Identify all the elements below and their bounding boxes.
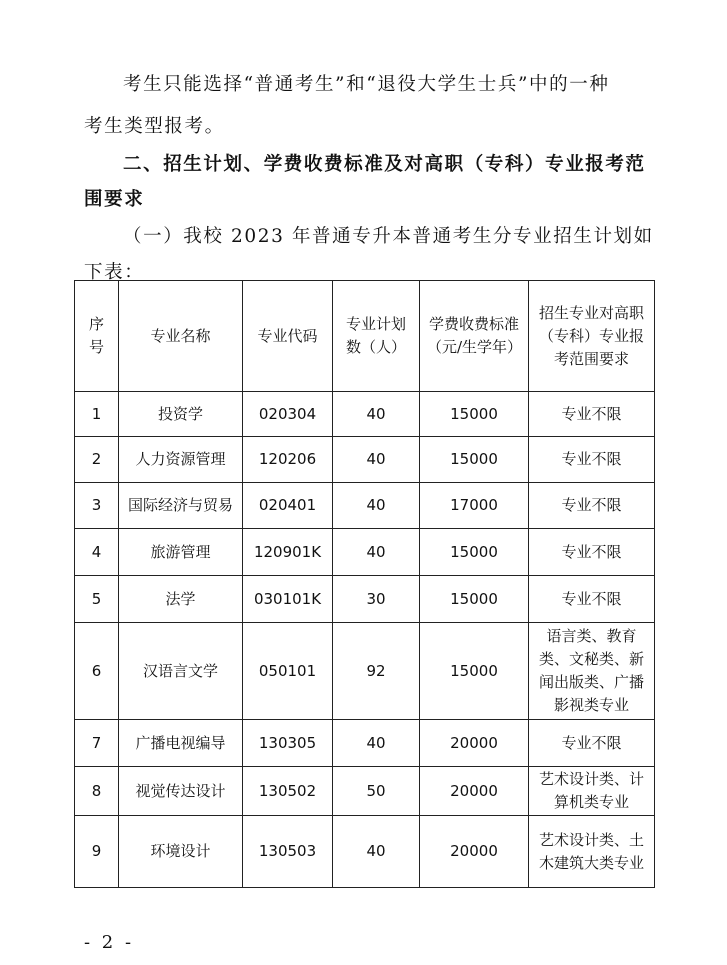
cell-requirement: 艺术设计类、土木建筑大类专业 [529,816,655,888]
cell-major-name: 汉语言文学 [119,623,243,720]
section-heading: 二、招生计划、学费收费标准及对高职（专科）专业报考范 [123,154,646,175]
table-row [75,720,655,767]
cell-major-name: 法学 [119,576,243,623]
cell-tuition: 15000 [420,529,529,576]
cell-requirement: 专业不限 [529,392,655,437]
cell-plan-count: 92 [333,623,420,720]
cell-major-code: 130305 [243,720,333,767]
cell-requirement: 专业不限 [529,720,655,767]
table-row [75,392,655,437]
cell-plan-count: 40 [333,816,420,888]
cell-major-name: 投资学 [119,392,243,437]
cell-major-code: 120206 [243,437,333,483]
cell-tuition: 15000 [420,392,529,437]
cell-tuition: 20000 [420,720,529,767]
header-major-name: 专业名称 [119,281,243,392]
cell-seq: 6 [75,623,119,720]
cell-major-code: 030101K [243,576,333,623]
cell-plan-count: 40 [333,392,420,437]
cell-tuition: 20000 [420,767,529,816]
page-number: - 2 - [84,932,135,953]
paragraph-line: 考生只能选择“普通考生”和“退役大学生士兵”中的一种 [123,74,610,95]
cell-requirement: 艺术设计类、计算机类专业 [529,767,655,816]
cell-tuition: 15000 [420,437,529,483]
cell-seq: 7 [75,720,119,767]
cell-major-code: 050101 [243,623,333,720]
header-seq: 序号 [75,281,119,392]
cell-major-code: 120901K [243,529,333,576]
cell-major-code: 020401 [243,483,333,529]
cell-major-name: 国际经济与贸易 [119,483,243,529]
header-plan-count: 专业计划数（人） [333,281,420,392]
section-heading: 围要求 [84,189,145,210]
table-row [75,529,655,576]
table-row [75,623,655,720]
cell-seq: 2 [75,437,119,483]
cell-plan-count: 40 [333,483,420,529]
cell-major-code: 020304 [243,392,333,437]
header-tuition: 学费收费标准（元/生学年） [420,281,529,392]
paragraph-line: 下表： [84,262,145,283]
cell-requirement: 语言类、教育类、文秘类、新闻出版类、广播影视类专业 [529,623,655,720]
cell-major-code: 130503 [243,816,333,888]
header-major-code: 专业代码 [243,281,333,392]
cell-requirement: 专业不限 [529,529,655,576]
cell-major-name: 视觉传达设计 [119,767,243,816]
table-row [75,437,655,483]
cell-major-name: 人力资源管理 [119,437,243,483]
cell-plan-count: 40 [333,437,420,483]
table-row [75,767,655,816]
header-requirement: 招生专业对高职（专科）专业报考范围要求 [529,281,655,392]
cell-requirement: 专业不限 [529,483,655,529]
cell-seq: 9 [75,816,119,888]
cell-major-name: 广播电视编导 [119,720,243,767]
cell-requirement: 专业不限 [529,437,655,483]
enrollment-plan-table [74,280,655,888]
table-row [75,816,655,888]
cell-seq: 1 [75,392,119,437]
cell-tuition: 15000 [420,623,529,720]
cell-major-name: 旅游管理 [119,529,243,576]
table-row [75,576,655,623]
cell-seq: 4 [75,529,119,576]
cell-plan-count: 40 [333,529,420,576]
cell-tuition: 20000 [420,816,529,888]
cell-tuition: 15000 [420,576,529,623]
table-header-row [75,281,655,392]
cell-tuition: 17000 [420,483,529,529]
cell-plan-count: 40 [333,720,420,767]
table-row [75,483,655,529]
cell-major-code: 130502 [243,767,333,816]
cell-major-name: 环境设计 [119,816,243,888]
cell-seq: 3 [75,483,119,529]
cell-plan-count: 50 [333,767,420,816]
cell-plan-count: 30 [333,576,420,623]
paragraph-line: （一）我校 2023 年普通专升本普通考生分专业招生计划如 [123,226,654,247]
cell-seq: 5 [75,576,119,623]
cell-seq: 8 [75,767,119,816]
cell-requirement: 专业不限 [529,576,655,623]
paragraph-line: 考生类型报考。 [84,116,225,137]
